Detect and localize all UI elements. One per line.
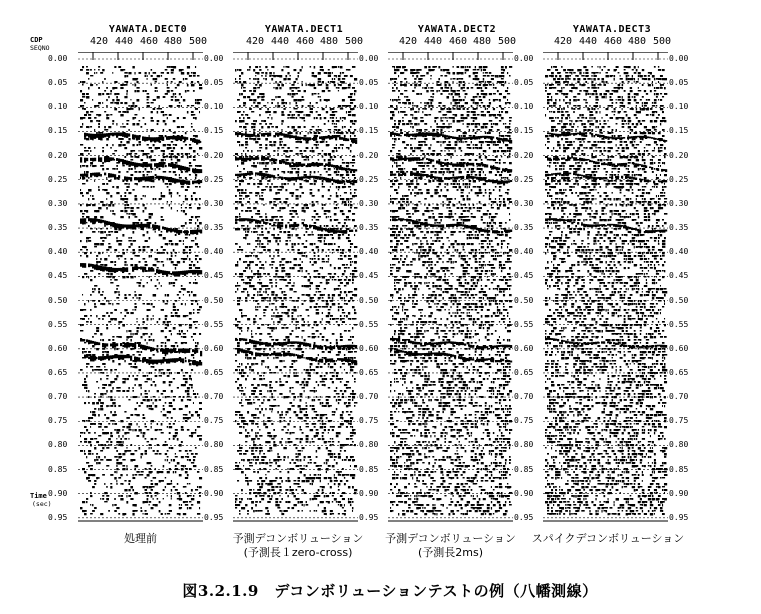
time-tick-label: 0.55 bbox=[669, 319, 689, 329]
time-tick-label: 0.70 bbox=[669, 392, 689, 402]
time-tick-label: 0.75 bbox=[204, 416, 224, 426]
time-tick-label: 0.85 bbox=[514, 464, 534, 474]
time-tick-label: 0.65 bbox=[514, 367, 534, 377]
time-tick-label: 0.25 bbox=[514, 174, 534, 184]
time-tick-label: 0.30 bbox=[48, 198, 68, 208]
seismic-section-panel bbox=[543, 52, 668, 522]
cdp-tick-label: 420 bbox=[554, 36, 573, 47]
time-tick-label: 0.55 bbox=[204, 319, 224, 329]
time-tick-label: 0.60 bbox=[359, 343, 379, 353]
cdp-tick-label: 460 bbox=[449, 36, 468, 47]
cdp-tick-label: 440 bbox=[115, 36, 134, 47]
cdp-tick-label: 500 bbox=[498, 36, 517, 47]
time-tick-label: 0.70 bbox=[48, 392, 68, 402]
cdp-tick-label: 460 bbox=[604, 36, 623, 47]
cdp-axis-label: CDP bbox=[30, 36, 43, 44]
time-tick-label: 0.90 bbox=[48, 488, 68, 498]
time-tick-label: 0.80 bbox=[48, 440, 68, 450]
cdp-tick-label: 420 bbox=[246, 36, 265, 47]
figure-caption: 図3.2.1.9 デコンボリューションテストの例（八幡測線） bbox=[182, 582, 598, 600]
panel-title: YAWATA.DECT2 bbox=[417, 24, 497, 35]
time-tick-label: 0.45 bbox=[359, 271, 379, 281]
time-tick-label: 0.45 bbox=[514, 271, 534, 281]
time-tick-label: 0.20 bbox=[204, 150, 224, 160]
cdp-tick-label: 480 bbox=[320, 36, 339, 47]
time-tick-label: 0.80 bbox=[669, 440, 689, 450]
time-tick-label: 0.70 bbox=[359, 392, 379, 402]
time-tick-label: 0.25 bbox=[48, 174, 68, 184]
time-tick-label: 0.10 bbox=[669, 102, 689, 112]
panel-caption bbox=[383, 532, 518, 560]
time-tick-label: 0.90 bbox=[514, 488, 534, 498]
panel-caption-line: スパイクデコンボリューション bbox=[531, 532, 685, 545]
seismic-traces bbox=[545, 66, 667, 515]
time-tick-label: 0.20 bbox=[669, 150, 689, 160]
cdp-tick-label: 460 bbox=[140, 36, 159, 47]
time-tick-label: 0.00 bbox=[48, 54, 68, 63]
time-tick-label: 0.35 bbox=[48, 223, 68, 233]
time-tick-label: 0.75 bbox=[669, 416, 689, 426]
cdp-tick-label: 420 bbox=[90, 36, 109, 47]
time-tick-label: 0.00 bbox=[204, 54, 224, 63]
time-tick-label: 0.05 bbox=[204, 78, 224, 88]
time-tick-label: 0.20 bbox=[514, 150, 534, 160]
time-tick-label: 0.80 bbox=[359, 440, 379, 450]
time-tick-label: 0.55 bbox=[48, 319, 68, 329]
panel-caption-line: 予測デコンボリューション bbox=[385, 532, 516, 545]
time-tick-label: 0.45 bbox=[48, 271, 68, 281]
seismic-traces bbox=[80, 66, 202, 516]
time-tick-label: 0.70 bbox=[514, 392, 534, 402]
time-tick-label: 0.65 bbox=[359, 367, 379, 377]
time-tick-label: 0.00 bbox=[669, 54, 689, 63]
panel-title: YAWATA.DECT0 bbox=[108, 24, 188, 35]
time-tick-label: 0.50 bbox=[204, 295, 224, 305]
cdp-tick-label: 500 bbox=[653, 36, 672, 47]
time-tick-label: 0.45 bbox=[669, 271, 689, 281]
time-tick-label: 0.85 bbox=[669, 464, 689, 474]
time-tick-label: 0.15 bbox=[48, 126, 68, 136]
time-tick-label: 0.25 bbox=[204, 174, 224, 184]
time-tick-label: 0.50 bbox=[48, 295, 68, 305]
time-tick-label: 0.95 bbox=[669, 512, 689, 522]
time-tick-label: 0.55 bbox=[514, 319, 534, 329]
panel-caption bbox=[528, 532, 688, 546]
time-tick-label: 0.40 bbox=[48, 247, 68, 257]
seismic-traces bbox=[235, 66, 357, 515]
time-tick-label: 0.10 bbox=[514, 102, 534, 112]
seismic-traces bbox=[390, 66, 512, 516]
time-tick-label: 0.50 bbox=[359, 295, 379, 305]
time-tick-label: 0.65 bbox=[669, 367, 689, 377]
time-tick-label: 0.85 bbox=[204, 464, 224, 474]
time-tick-label: 0.10 bbox=[359, 102, 379, 112]
time-tick-label: 0.50 bbox=[514, 295, 534, 305]
time-tick-label: 0.30 bbox=[514, 198, 534, 208]
time-tick-label: 0.90 bbox=[204, 488, 224, 498]
time-tick-label: 0.00 bbox=[359, 54, 379, 63]
time-tick-label: 0.15 bbox=[514, 126, 534, 136]
time-tick-label: 0.55 bbox=[359, 319, 379, 329]
cdp-tick-label: 440 bbox=[424, 36, 443, 47]
cdp-tick-label: 440 bbox=[271, 36, 290, 47]
time-tick-label: 0.35 bbox=[359, 223, 379, 233]
time-tick-label: 0.70 bbox=[204, 392, 224, 402]
panel-caption-line: (予測長2ms) bbox=[417, 546, 484, 559]
time-axis-label: Time bbox=[30, 492, 47, 500]
time-tick-label: 0.60 bbox=[669, 343, 689, 353]
panel-caption bbox=[78, 532, 203, 546]
time-tick-label: 0.25 bbox=[359, 174, 379, 184]
seismic-section-panel bbox=[78, 52, 203, 522]
time-tick-label: 0.80 bbox=[204, 440, 224, 450]
time-tick-label: 0.10 bbox=[204, 102, 224, 112]
cdp-tick-label: 480 bbox=[164, 36, 183, 47]
time-tick-label: 0.40 bbox=[514, 247, 534, 257]
cdp-tick-label: 440 bbox=[579, 36, 598, 47]
time-tick-label: 0.05 bbox=[514, 78, 534, 88]
time-tick-label: 0.95 bbox=[48, 512, 68, 522]
panel-title: YAWATA.DECT1 bbox=[264, 24, 344, 35]
panel-title: YAWATA.DECT3 bbox=[572, 24, 652, 35]
seismic-section-panel bbox=[388, 52, 513, 522]
time-tick-label: 0.75 bbox=[359, 416, 379, 426]
time-tick-label: 0.80 bbox=[514, 440, 534, 450]
time-tick-label: 0.50 bbox=[669, 295, 689, 305]
time-tick-label: 0.30 bbox=[359, 198, 379, 208]
panel-caption bbox=[218, 532, 378, 560]
cdp-tick-label: 420 bbox=[399, 36, 418, 47]
time-tick-label: 0.95 bbox=[514, 512, 534, 522]
time-tick-label: 0.25 bbox=[669, 174, 689, 184]
time-tick-label: 0.95 bbox=[359, 512, 379, 522]
panel-caption-line: 処理前 bbox=[124, 532, 157, 545]
time-tick-label: 0.10 bbox=[48, 102, 68, 112]
time-tick-label: 0.20 bbox=[359, 150, 379, 160]
seqno-axis-label: SEQNO bbox=[30, 44, 50, 52]
cdp-tick-label: 480 bbox=[628, 36, 647, 47]
time-tick-label: 0.15 bbox=[204, 126, 224, 136]
time-tick-label: 0.65 bbox=[204, 367, 224, 377]
time-tick-label: 0.75 bbox=[48, 416, 68, 426]
time-tick-label: 0.45 bbox=[204, 271, 224, 281]
time-tick-label: 0.05 bbox=[359, 78, 379, 88]
time-tick-label: 0.30 bbox=[669, 198, 689, 208]
time-tick-label: 0.95 bbox=[204, 512, 224, 522]
time-tick-label: 0.20 bbox=[48, 150, 68, 160]
cdp-tick-label: 460 bbox=[296, 36, 315, 47]
time-tick-label: 0.40 bbox=[359, 247, 379, 257]
panel-caption-line: 予測デコンボリューション bbox=[232, 532, 364, 545]
time-tick-label: 0.30 bbox=[204, 198, 224, 208]
cdp-tick-label: 500 bbox=[189, 36, 208, 47]
time-tick-label: 0.35 bbox=[204, 223, 224, 233]
time-tick-label: 0.15 bbox=[359, 126, 379, 136]
time-tick-label: 0.40 bbox=[204, 247, 224, 257]
time-tick-label: 0.85 bbox=[359, 464, 379, 474]
time-tick-label: 0.60 bbox=[204, 343, 224, 353]
time-tick-label: 0.60 bbox=[48, 343, 68, 353]
time-tick-label: 0.15 bbox=[669, 126, 689, 136]
time-axis-unit: (sec) bbox=[32, 500, 52, 508]
cdp-tick-label: 500 bbox=[345, 36, 364, 47]
time-tick-label: 0.85 bbox=[48, 464, 68, 474]
time-tick-label: 0.90 bbox=[669, 488, 689, 498]
time-tick-label: 0.05 bbox=[48, 78, 68, 88]
time-tick-label: 0.60 bbox=[514, 343, 534, 353]
seismic-section-panel bbox=[233, 52, 358, 522]
time-tick-label: 0.40 bbox=[669, 247, 689, 257]
time-tick-label: 0.75 bbox=[514, 416, 534, 426]
time-tick-label: 0.65 bbox=[48, 367, 68, 377]
time-tick-label: 0.35 bbox=[514, 223, 534, 233]
time-tick-label: 0.90 bbox=[359, 488, 379, 498]
time-tick-label: 0.35 bbox=[669, 223, 689, 233]
cdp-tick-label: 480 bbox=[473, 36, 492, 47]
time-tick-label: 0.00 bbox=[514, 54, 534, 63]
panel-caption-line: (予測長１zero-cross) bbox=[243, 546, 353, 559]
time-tick-label: 0.05 bbox=[669, 78, 689, 88]
